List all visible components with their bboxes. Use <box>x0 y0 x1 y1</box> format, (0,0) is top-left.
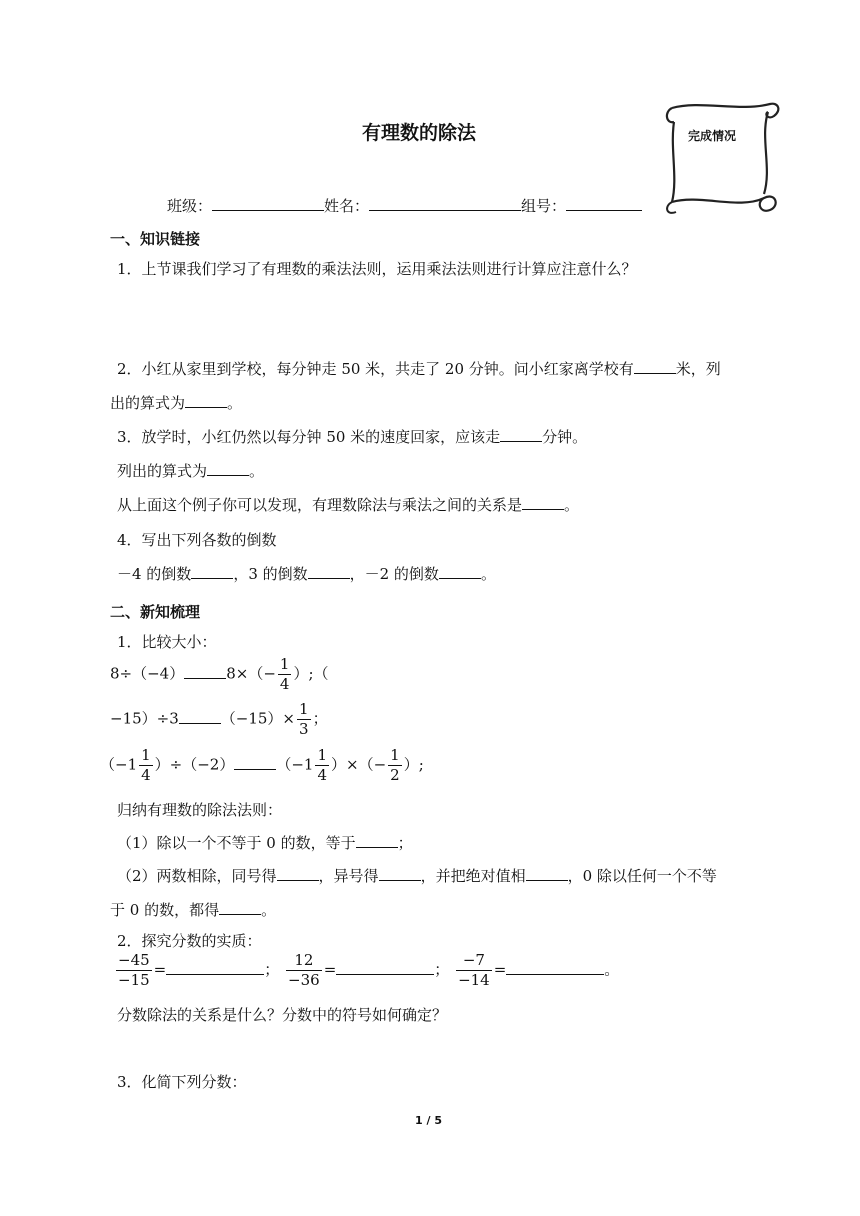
answer-blank[interactable] <box>185 393 227 408</box>
s2-expression-1 <box>110 655 329 694</box>
s2-question-3: 3．化简下列分数： <box>117 1073 247 1091</box>
section-2-heading: 二、新知梳理 <box>110 603 201 621</box>
rule-text: 于 0 的数，都得 <box>110 901 220 919</box>
s2-expression-2 <box>110 700 328 739</box>
s2-rule-2 <box>117 865 717 886</box>
class-label: 班级： <box>167 197 213 215</box>
q2-text-d: 。 <box>227 394 243 412</box>
rule-text: ，并把绝对值相 <box>420 867 526 885</box>
fraction: $\frac{1}{4}$ <box>317 746 328 784</box>
answer-line[interactable] <box>506 960 604 975</box>
s2-rule-2-cont <box>110 899 276 920</box>
separator: ； <box>434 960 450 979</box>
scroll-icon <box>660 98 785 220</box>
answer-blank[interactable] <box>379 866 421 881</box>
q3-text-f: 。 <box>564 496 580 514</box>
rule-text: ，异号得 <box>318 867 379 885</box>
fraction: $\frac{12}{-36}$ <box>288 951 320 989</box>
s2-rule-heading: 归纳有理数的除法法则： <box>117 801 283 819</box>
q3-text-b: 分钟。 <box>542 428 588 446</box>
expr-text: （−1 <box>100 755 138 774</box>
q2-text-b: 米，列 <box>675 360 721 378</box>
q4-text-c: ，－2 的倒数 <box>349 565 439 583</box>
answer-blank[interactable] <box>439 564 481 579</box>
q4-text-b: ，3 的倒数 <box>233 565 308 583</box>
s1-question-4-items <box>117 563 496 584</box>
fraction: $\frac{1}{2}$ <box>390 746 400 784</box>
q4-text-a: －4 的倒数 <box>117 565 192 583</box>
s1-question-2 <box>117 358 721 379</box>
separator: ； <box>264 960 280 979</box>
answer-blank[interactable] <box>500 427 542 442</box>
equals-sign: = <box>493 960 507 979</box>
expr-text: 8÷（−4） <box>110 664 185 683</box>
separator: 。 <box>604 960 620 979</box>
q3-text-d: 。 <box>249 462 265 480</box>
expr-text: ）; <box>403 755 424 774</box>
rule-text: ，0 除以任何一个不等 <box>567 867 717 885</box>
rule-text: （1）除以一个不等于 0 的数，等于 <box>117 834 356 852</box>
student-info-line <box>167 195 642 216</box>
s1-question-4: 4．写出下列各数的倒数 <box>117 531 277 549</box>
answer-blank[interactable] <box>522 495 564 510</box>
answer-blank[interactable] <box>277 866 319 881</box>
q3-text-c: 列出的算式为 <box>117 462 208 480</box>
s1-question-2-cont <box>110 392 242 413</box>
q2-text-c: 出的算式为 <box>110 394 186 412</box>
section-1-heading: 一、知识链接 <box>110 230 201 248</box>
s2-expression-3 <box>100 746 424 785</box>
expr-text: （−15）× <box>220 709 296 728</box>
expr-text: 8×（− <box>226 664 276 683</box>
q2-text: 2．小红从家里到学校，每分钟走 50 米，共走了 20 分钟。问小红家离学校有 <box>117 360 634 378</box>
answer-blank[interactable] <box>634 359 676 374</box>
answer-line[interactable] <box>166 960 264 975</box>
rule-text: 。 <box>261 901 277 919</box>
answer-blank[interactable] <box>219 900 261 915</box>
name-label: 姓名： <box>324 197 370 215</box>
fraction: $\frac{1}{4}$ <box>279 655 290 693</box>
q3-text: 3．放学时，小红仍然以每分钟 50 米的速度回家，应该走 <box>117 428 501 446</box>
answer-blank[interactable] <box>308 564 350 579</box>
fraction: $\frac{1}{3}$ <box>299 700 309 738</box>
name-field[interactable] <box>369 196 521 211</box>
expr-text: ）÷（−2） <box>154 755 235 774</box>
equals-sign: = <box>323 960 337 979</box>
expr-text: −15）÷3 <box>110 709 179 728</box>
group-field[interactable] <box>566 196 642 211</box>
q3-text-e: 从上面这个例子你可以发现，有理数除法与乘法之间的关系是 <box>117 496 523 514</box>
s2-question-2b: 分数除法的关系是什么？分数中的符号如何确定？ <box>117 1006 448 1024</box>
s1-question-3-formula <box>117 460 264 481</box>
class-field[interactable] <box>212 196 324 211</box>
group-label: 组号： <box>521 197 567 215</box>
answer-blank[interactable] <box>356 833 398 848</box>
completion-scroll-badge <box>660 98 785 220</box>
compare-blank[interactable] <box>234 755 276 770</box>
page-number: 1 / 5 <box>415 1114 442 1127</box>
answer-blank[interactable] <box>526 866 568 881</box>
rule-text: （2）两数相除，同号得 <box>117 867 277 885</box>
expr-text: ； <box>312 709 328 728</box>
answer-blank[interactable] <box>191 564 233 579</box>
equals-sign: = <box>153 960 167 979</box>
page-title: 有理数的除法 <box>362 122 477 144</box>
fraction: $\frac{1}{4}$ <box>141 746 151 784</box>
expr-text: ）×（− <box>331 755 387 774</box>
compare-blank[interactable] <box>184 664 226 679</box>
fraction: $\frac{-45}{-15}$ <box>118 951 150 989</box>
s1-question-3 <box>117 426 587 447</box>
completion-label: 完成情况 <box>688 129 737 143</box>
q4-text-d: 。 <box>480 565 496 583</box>
fraction: $\frac{-7}{-14}$ <box>458 951 490 989</box>
s2-question-2: 2．探究分数的实质： <box>117 932 262 950</box>
answer-line[interactable] <box>336 960 434 975</box>
s1-question-1: 1．上节课我们学习了有理数的乘法法则，运用乘法法则进行计算应注意什么？ <box>117 260 637 278</box>
s2-fraction-row <box>114 951 619 990</box>
compare-blank[interactable] <box>179 709 221 724</box>
s1-question-3-relation <box>117 494 579 515</box>
s2-rule-1 <box>117 832 413 853</box>
expr-text: （−1 <box>276 755 314 774</box>
expr-text: ）;（ <box>293 664 329 683</box>
rule-text: ； <box>397 834 413 852</box>
s2-question-1: 1．比较大小： <box>117 633 217 651</box>
answer-blank[interactable] <box>207 461 249 476</box>
